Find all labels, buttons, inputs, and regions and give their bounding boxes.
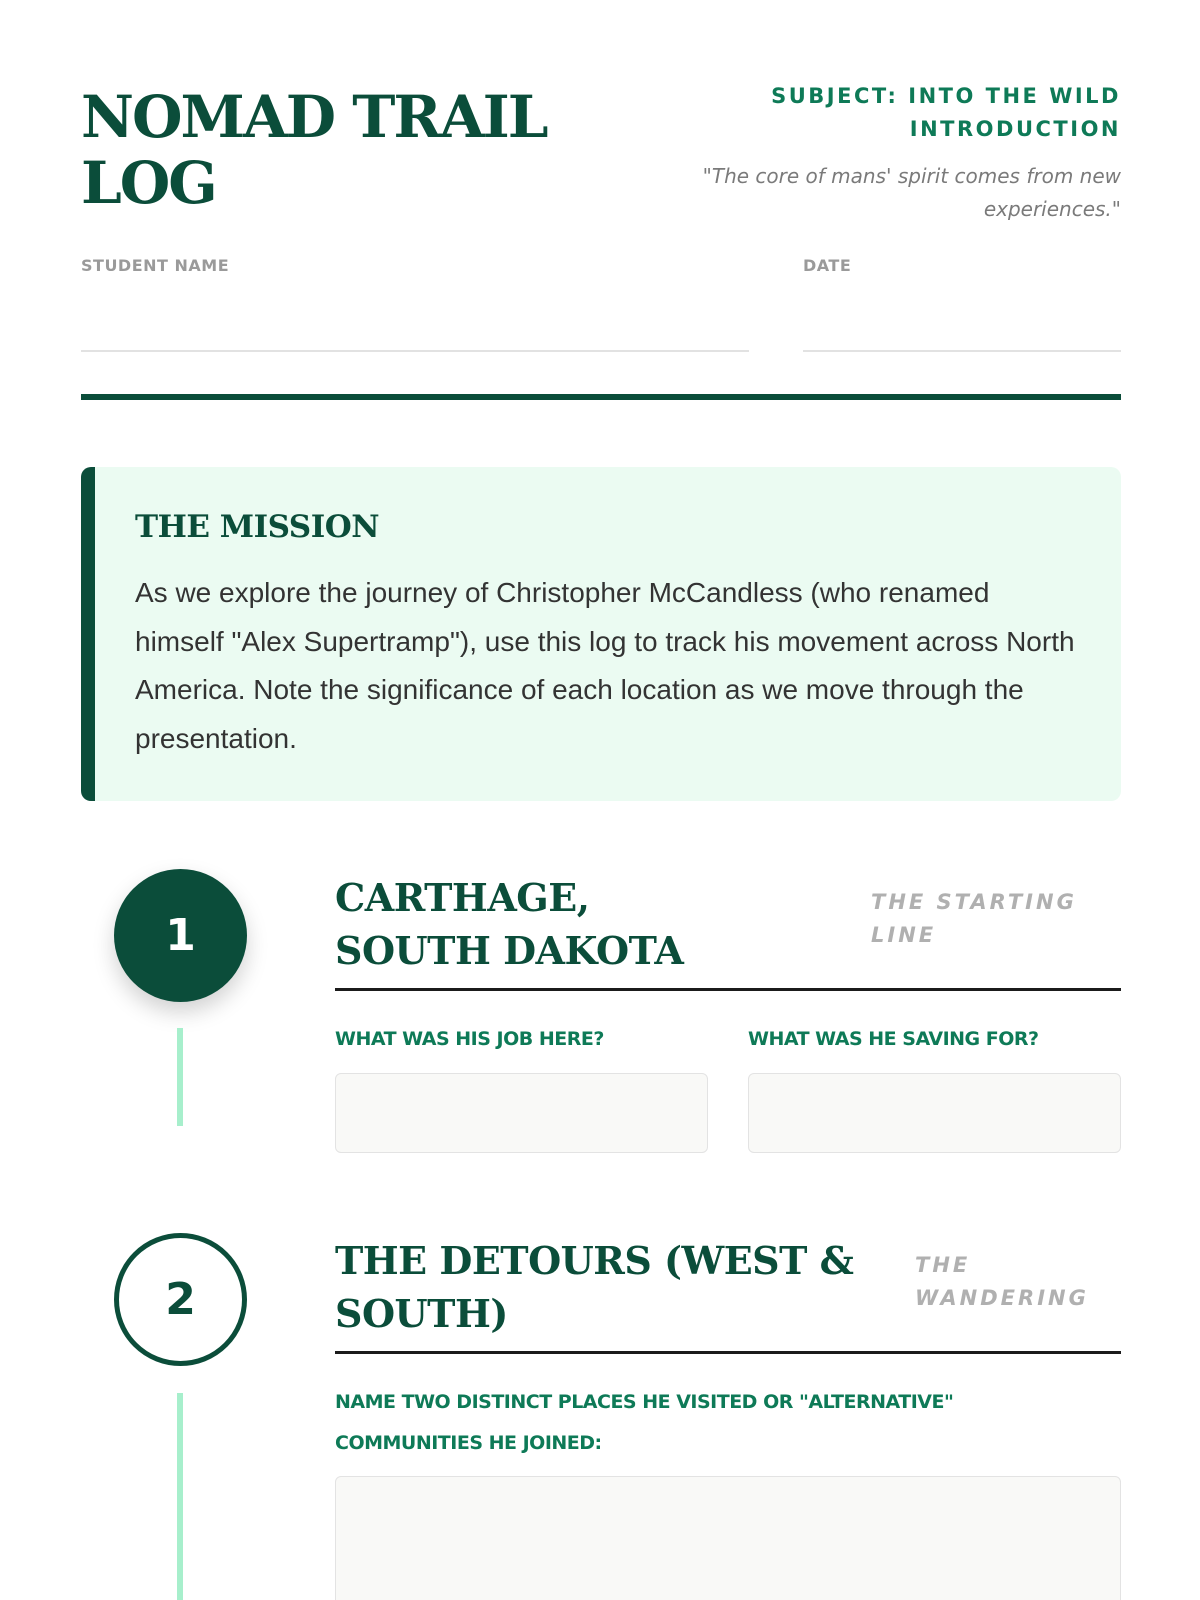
date-field[interactable] bbox=[803, 350, 1121, 352]
step-2-question-1-answer-box[interactable] bbox=[335, 1476, 1121, 1600]
step-2-number-badge: 2 bbox=[114, 1233, 247, 1366]
step-2-question-1-label: NAME TWO DISTINCT PLACES HE VISITED OR "ALTERNATIVE" COMMUNITIES HE JOINED: bbox=[335, 1391, 954, 1454]
subject-line: SUBJECT: INTO THE WILD INTRODUCTION bbox=[771, 84, 1121, 141]
worksheet-page bbox=[81, 0, 1121, 1600]
step-1-tag: THE STARTING LINE bbox=[871, 890, 1077, 947]
header-quote: "The core of mans' spirit comes from new experiences." bbox=[702, 164, 1121, 221]
student-name-label: STUDENT NAME bbox=[81, 256, 230, 275]
mission-text: As we explore the journey of Christopher McCandless (who renamed himself "Alex Supertramp"), use this log to track his movement across North America. Note the significance of each location as we move through the presentation. bbox=[135, 577, 1075, 754]
page-title: NOMAD TRAIL LOG bbox=[81, 83, 547, 217]
step-1-question-2-answer-box[interactable] bbox=[748, 1073, 1121, 1153]
step-1-question-1-answer-box[interactable] bbox=[335, 1073, 708, 1153]
mission-title: THE MISSION bbox=[135, 509, 380, 545]
step-1-rule bbox=[335, 988, 1121, 991]
student-name-field[interactable] bbox=[81, 350, 749, 352]
date-label: DATE bbox=[803, 256, 852, 275]
mission-box bbox=[81, 467, 1121, 801]
step-2-rule bbox=[335, 1351, 1121, 1354]
step-1-title: CARTHAGE, SOUTH DAKOTA bbox=[335, 875, 684, 973]
step-1-number-badge: 1 bbox=[114, 869, 247, 1002]
step-1-timeline-rail bbox=[177, 1028, 183, 1126]
header-divider bbox=[81, 394, 1121, 400]
step-2-tag: THE WANDERING bbox=[915, 1253, 1089, 1310]
step-1-question-2-label: WHAT WAS HE SAVING FOR? bbox=[748, 1028, 1039, 1050]
step-2-timeline-rail bbox=[177, 1393, 183, 1600]
step-1-question-1-label: WHAT WAS HIS JOB HERE? bbox=[335, 1028, 604, 1050]
step-2-title: THE DETOURS (WEST & SOUTH) bbox=[335, 1238, 854, 1336]
